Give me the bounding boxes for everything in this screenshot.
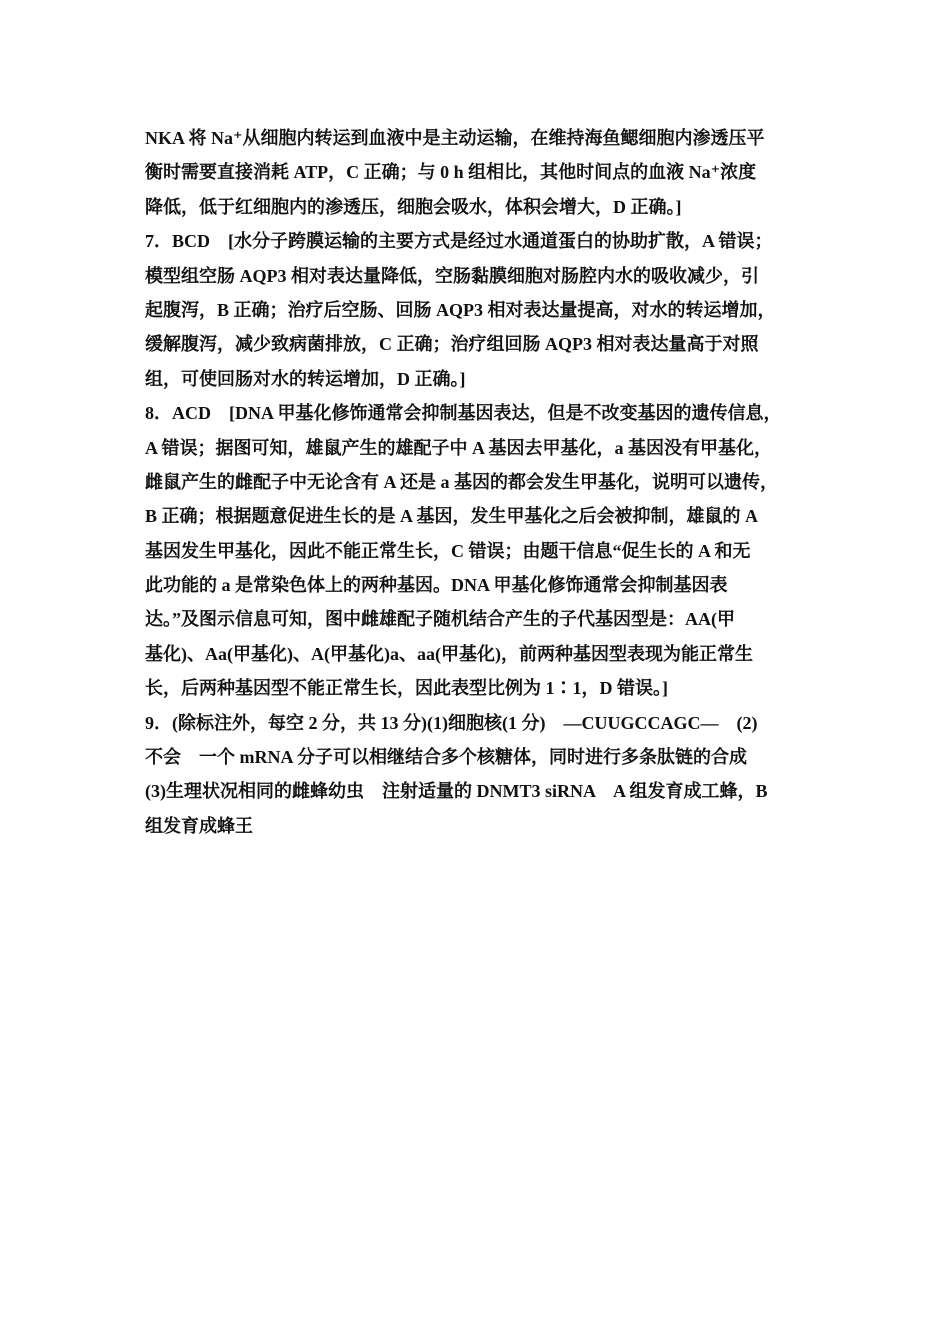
text-line: 起腹泻，B 正确；治疗后空肠、回肠 AQP3 相对表达量提高，对水的转运增加， (145, 299, 776, 320)
answer-8-line: 8．ACD [DNA 甲基化修饰通常会抑制基因表达，但是不改变基因的遗传信息， (145, 403, 782, 424)
text-line: 缓解腹泻，减少致病菌排放，C 正确；治疗组回肠 AQP3 相对表达量高于对照 (145, 334, 759, 355)
text-line: 基因发生甲基化，因此不能正常生长，C 错误；由题干信息“促生长的 A 和无 (145, 540, 751, 561)
text-line: 此功能的 a 是常染色体上的两种基因。DNA 甲基化修饰通常会抑制基因表 (145, 575, 728, 596)
text-line: 长，后两种基因型不能正常生长，因此表型比例为 1∶1，D 错误。] (145, 678, 668, 699)
text-line: (3)生理状况相同的雌蜂幼虫 注射适量的 DNMT3 siRNA A 组发育成工蜂，B (145, 781, 768, 802)
text-line: 不会 一个 mRNA 分子可以相继结合多个核糖体，同时进行多条肽链的合成 (145, 747, 747, 768)
text-line: 模型组空肠 AQP3 相对表达量降低，空肠黏膜细胞对肠腔内水的吸收减少，引 (145, 265, 759, 286)
text-line: 降低，低于红细胞内的渗透压，细胞会吸水，体积会增大，D 正确。] (145, 196, 682, 217)
text-line: B 正确；根据题意促进生长的是 A 基因，发生甲基化之后会被抑制，雄鼠的 A (145, 506, 759, 527)
answer-9-line: 9．(除标注外，每空 2 分，共 13 分)(1)细胞核(1 分) —CUUGCCAGC— (2) (145, 712, 758, 733)
text-line: 组发育成蜂王 (145, 815, 253, 836)
text-line: 基化)、Aa(甲基化)、A(甲基化)a、aa(甲基化)，前两种基因型表现为能正常生 (145, 643, 753, 664)
answer-text-block (145, 121, 817, 843)
text-line: 雌鼠产生的雌配子中无论含有 A 还是 a 基因的都会发生甲基化，说明可以遗传， (145, 471, 779, 492)
text-line: 达。”及图示信息可知，图中雌雄配子随机结合产生的子代基因型是：AA(甲 (145, 609, 735, 630)
text-line: NKA 将 Na⁺从细胞内转运到血液中是主动运输，在维持海鱼鳃细胞内渗透压平 (145, 128, 765, 148)
text-line: 衡时需要直接消耗 ATP，C 正确；与 0 h 组相比，其他时间点的血液 Na⁺浓度 (145, 162, 757, 183)
answer-7-line: 7．BCD [水分子跨膜运输的主要方式是经过水通道蛋白的协助扩散，A 错误； (145, 231, 773, 252)
text-line: 组，可使回肠对水的转运增加，D 正确。] (145, 368, 466, 389)
text-line: A 错误；据图可知，雄鼠产生的雄配子中 A 基因去甲基化，a 基因没有甲基化， (145, 437, 773, 458)
